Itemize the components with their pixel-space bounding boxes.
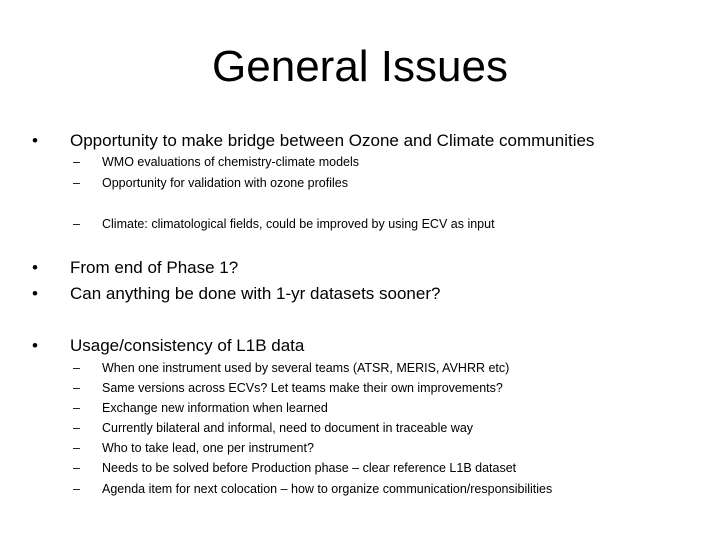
sub-bullet-marker: – — [73, 155, 80, 169]
sub-bullet-marker: – — [73, 421, 80, 435]
sub-bullet-marker: – — [73, 381, 80, 395]
bullet-text: Usage/consistency of L1B data — [70, 336, 305, 355]
sub-bullet-text: Who to take lead, one per instrument? — [102, 441, 314, 455]
bullet-text: From end of Phase 1? — [70, 258, 239, 277]
slide-title: General Issues — [212, 42, 508, 91]
sub-bullet-l1b-4 — [73, 420, 474, 436]
sub-bullet-text: Currently bilateral and informal, need to document in traceable way — [102, 421, 474, 435]
bullet-marker: • — [32, 336, 38, 355]
sub-bullet-l1b-1 — [73, 360, 510, 376]
sub-bullet-text: Agenda item for next colocation – how to organize communication/responsibilities — [102, 482, 553, 496]
bullet-marker: • — [32, 258, 38, 277]
bullet-1yr-datasets — [32, 283, 441, 305]
sub-bullet-text: When one instrument used by several teams (ATSR, MERIS, AVHRR etc) — [102, 361, 510, 375]
sub-bullet-marker: – — [73, 361, 80, 375]
sub-bullet-validation — [73, 175, 348, 191]
bullet-marker: • — [32, 284, 38, 303]
sub-bullet-l1b-7 — [73, 481, 553, 497]
sub-bullet-text: Needs to be solved before Production phase – clear reference L1B dataset — [102, 461, 517, 475]
sub-bullet-climate — [73, 216, 495, 232]
bullet-l1b-usage — [32, 335, 305, 357]
sub-bullet-l1b-5 — [73, 440, 314, 456]
sub-bullet-l1b-3 — [73, 400, 328, 416]
sub-bullet-marker: – — [73, 482, 80, 496]
sub-bullet-text: Climate: climatological fields, could be improved by using ECV as input — [102, 217, 495, 231]
sub-bullet-text: Same versions across ECVs? Let teams make their own improvements? — [102, 381, 503, 395]
sub-bullet-marker: – — [73, 441, 80, 455]
sub-bullet-l1b-2 — [73, 380, 503, 396]
sub-bullet-text: Exchange new information when learned — [102, 401, 328, 415]
bullet-text: Opportunity to make bridge between Ozone and Climate communities — [70, 131, 595, 150]
sub-bullet-l1b-6 — [73, 460, 517, 476]
sub-bullet-marker: – — [73, 401, 80, 415]
sub-bullet-marker: – — [73, 461, 80, 475]
sub-bullet-marker: – — [73, 217, 80, 231]
sub-bullet-wmo — [73, 154, 360, 170]
bullet-phase1 — [32, 257, 239, 279]
bullet-text: Can anything be done with 1-yr datasets sooner? — [70, 284, 441, 303]
sub-bullet-text: Opportunity for validation with ozone profiles — [102, 176, 348, 190]
sub-bullet-text: WMO evaluations of chemistry-climate models — [102, 155, 360, 169]
bullet-opportunity — [32, 130, 595, 152]
sub-bullet-marker: – — [73, 176, 80, 190]
bullet-marker: • — [32, 131, 38, 150]
